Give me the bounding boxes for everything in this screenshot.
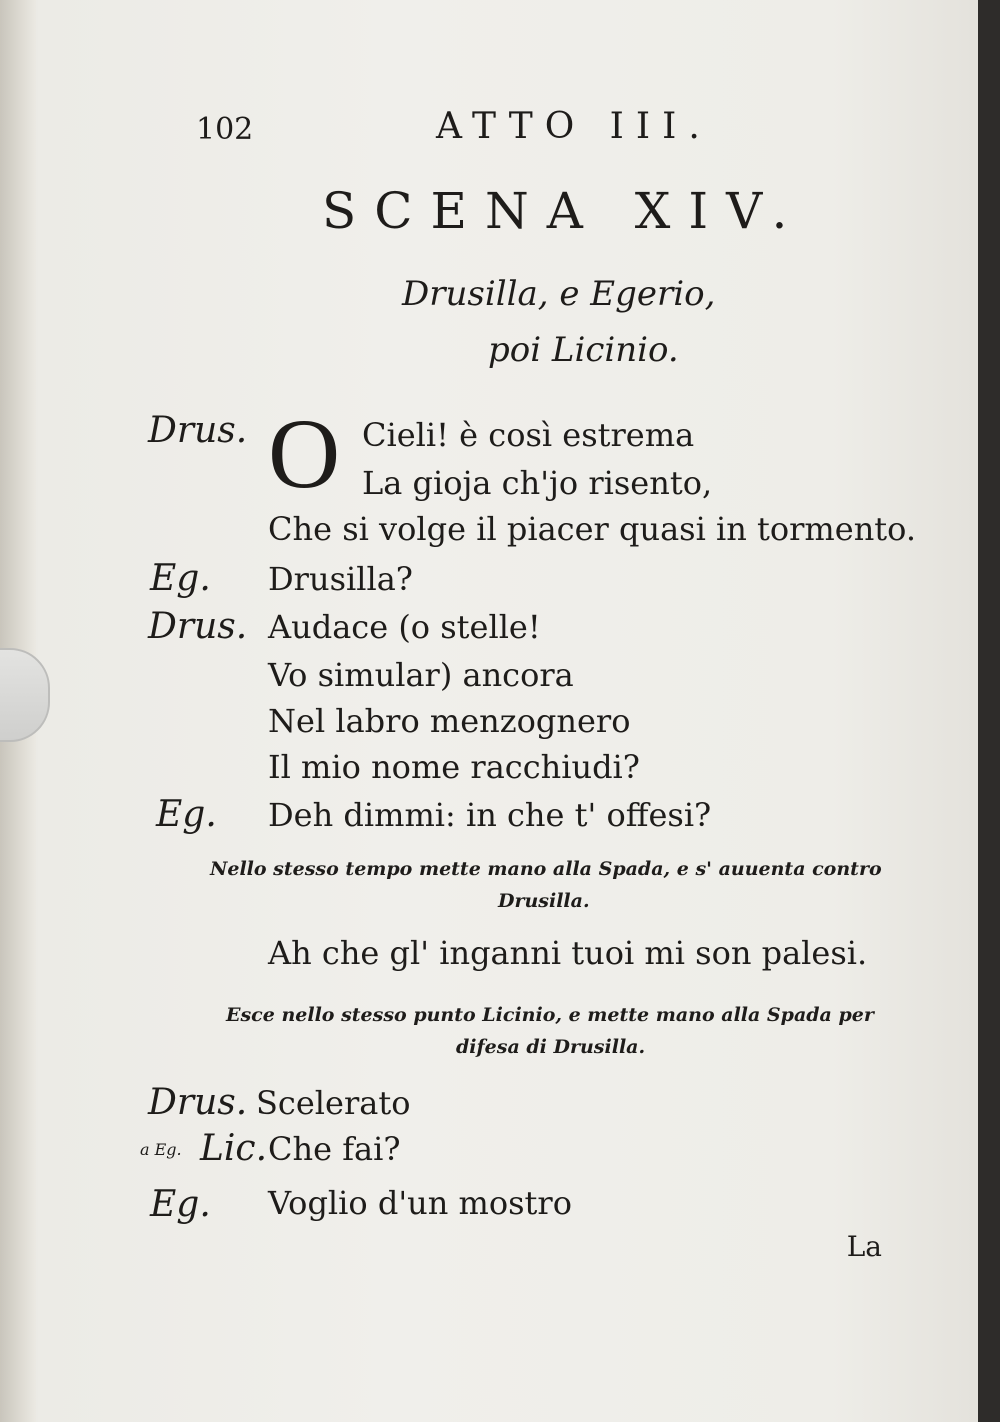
stage-direction: Esce nello stesso punto Licinio, e mette mano alla Spada per [226,1004,874,1026]
speaker-label: Eg. [150,558,211,599]
verse-line: La gioja ch'jo risento, [362,464,713,502]
catchword: La [846,1230,882,1263]
cast-line-1: Drusilla, e Egerio, [402,274,716,314]
stage-direction: Drusilla. [498,890,590,912]
drop-capital: O [268,398,341,509]
page-clip [0,648,50,742]
stage-direction: difesa di Drusilla. [456,1036,646,1058]
speaker-label: Eg. [150,1184,211,1225]
verse-line: Vo simular) ancora [268,656,574,694]
verse-line: Scelerato [256,1084,411,1122]
cast-line-2: poi Licinio. [488,330,679,370]
running-head: ATTO III. [436,106,712,147]
scene-title: SCENA XIV. [322,182,806,240]
page-edge-shadow [978,0,1000,1422]
verse-line: Drusilla? [268,560,413,598]
stage-direction: Nello stesso tempo mette mano alla Spada, e s' auuenta contro [210,858,882,880]
speaker-label: Drus. [148,410,248,451]
verse-line: Deh dimmi: in che t' offesi? [268,796,712,834]
verse-line: Il mio nome racchiudi? [268,748,640,786]
verse-line: Che fai? [268,1130,401,1168]
page-number: 102 [196,112,254,147]
verse-line: Voglio d'un mostro [268,1184,572,1222]
speaker-label: Drus. [148,606,248,647]
speaker-label: Lic. [200,1128,268,1169]
speaker-label: Drus. [148,1082,248,1123]
verse-line: Cieli! è così estrema [362,416,695,454]
verse-line: Nel labro menzognero [268,702,631,740]
speaker-label: Eg. [156,794,217,835]
verse-line: Che si volge il piacer quasi in tormento. [268,510,917,548]
aside-label: a Eg. [140,1140,182,1159]
verse-line: Audace (o stelle! [268,608,541,646]
verse-line: Ah che gl' inganni tuoi mi son palesi. [268,934,868,972]
